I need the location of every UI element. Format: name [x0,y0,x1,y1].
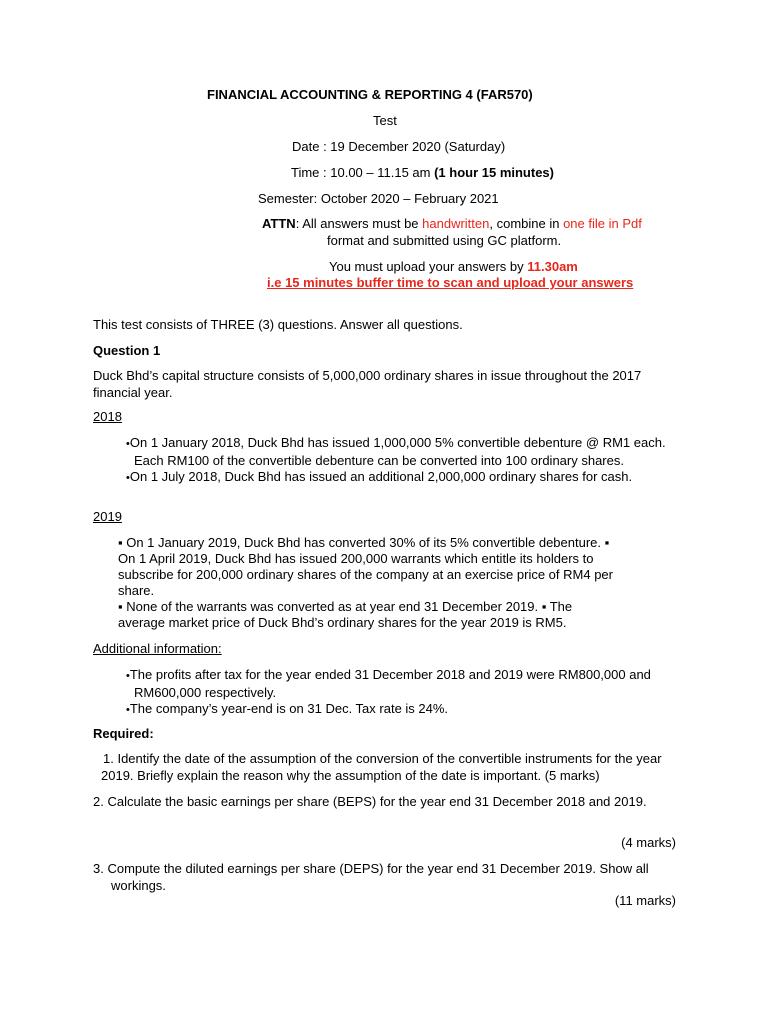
exam-title: FINANCIAL ACCOUNTING & REPORTING 4 (FAR570) [207,87,533,102]
upload-deadline [329,259,578,275]
year-2019-line: average market price of Duck Bhd’s ordinary shares for the year 2019 is RM5. [118,615,567,630]
exam-semester: Semester: October 2020 – February 2021 [258,191,499,206]
list-item: • The company’s year-end is on 31 Dec. Tax rate is 24%. [114,701,686,719]
year-2018-list [114,435,686,487]
required-heading: Required: [93,726,154,741]
additional-info-heading: Additional information: [93,641,222,656]
year-2019-heading: 2019 [93,509,122,524]
required-part-2-marks: (4 marks) [621,835,676,850]
question-1-heading: Question 1 [93,343,161,358]
required-part-1: 1. Identify the date of the assumption of the conversion of the convertible instruments for the year 2019. Briefly explain the reason why the assumption of the date is important. (5 marks) [101,751,662,783]
exam-duration: (1 hour 15 minutes) [434,165,554,180]
list-item: • On 1 July 2018, Duck Bhd has issued an additional 2,000,000 ordinary shares for cash. [114,469,686,487]
upload-time: 11.30am [527,259,578,274]
attn-label: ATTN [262,216,296,231]
exam-time-range: Time : 10.00 – 11.15 am [291,165,435,180]
year-2018-heading: 2018 [93,409,122,424]
upload-deadline-text: You must upload your answers by [329,259,528,274]
test-instructions: This test consists of THREE (3) questions. Answer all questions. [93,317,463,332]
year-2019-line: On 1 April 2019, Duck Bhd has issued 200,000 warrants which entitle its holders to [118,551,594,566]
list-item: • The profits after tax for the year ended 31 December 2018 and 2019 were RM800,000 and RM600,000 respectively. [114,667,686,701]
question-1-intro: Duck Bhd’s capital structure consists of 5,000,000 ordinary shares in issue throughout the 2017 financial year. [93,368,642,400]
required-part-2: 2. Calculate the basic earnings per share (BEPS) for the year end 31 December 2018 and 2019. [93,794,647,809]
exam-type: Test [373,113,397,128]
upload-buffer-note: i.e 15 minutes buffer time to scan and upload your answers [267,275,634,290]
attn-text-1: : All answers must be [295,216,423,231]
attn-pdf: one file in Pdf [563,216,642,231]
attn-notice-line2: format and submitted using GC platform. [327,233,562,248]
required-part-3: 3. Compute the diluted earnings per share (DEPS) for the year end 31 December 2019. Show all workings. [93,861,649,893]
attn-text-2: , combine in [489,216,564,231]
additional-info-list [114,667,686,719]
exam-date: Date : 19 December 2020 (Saturday) [292,139,506,154]
year-2019-line: ▪ On 1 January 2019, Duck Bhd has converted 30% of its 5% convertible debenture. ▪ [118,535,610,550]
attn-notice [262,216,642,232]
exam-time [291,165,554,181]
year-2019-line: share. [118,583,155,598]
attn-handwritten: handwritten [422,216,490,231]
year-2019-line: ▪ None of the warrants was converted as at year end 31 December 2019. ▪ The [118,599,573,614]
required-part-3-marks: (11 marks) [614,893,676,908]
list-item: • On 1 January 2018, Duck Bhd has issued 1,000,000 5% convertible debenture @ RM1 each. Each RM100 of the convertible debenture can be converted into 100 ordinary shares. [114,435,686,469]
year-2019-line: subscribe for 200,000 ordinary shares of the company at an exercise price of RM4 per [118,567,613,582]
